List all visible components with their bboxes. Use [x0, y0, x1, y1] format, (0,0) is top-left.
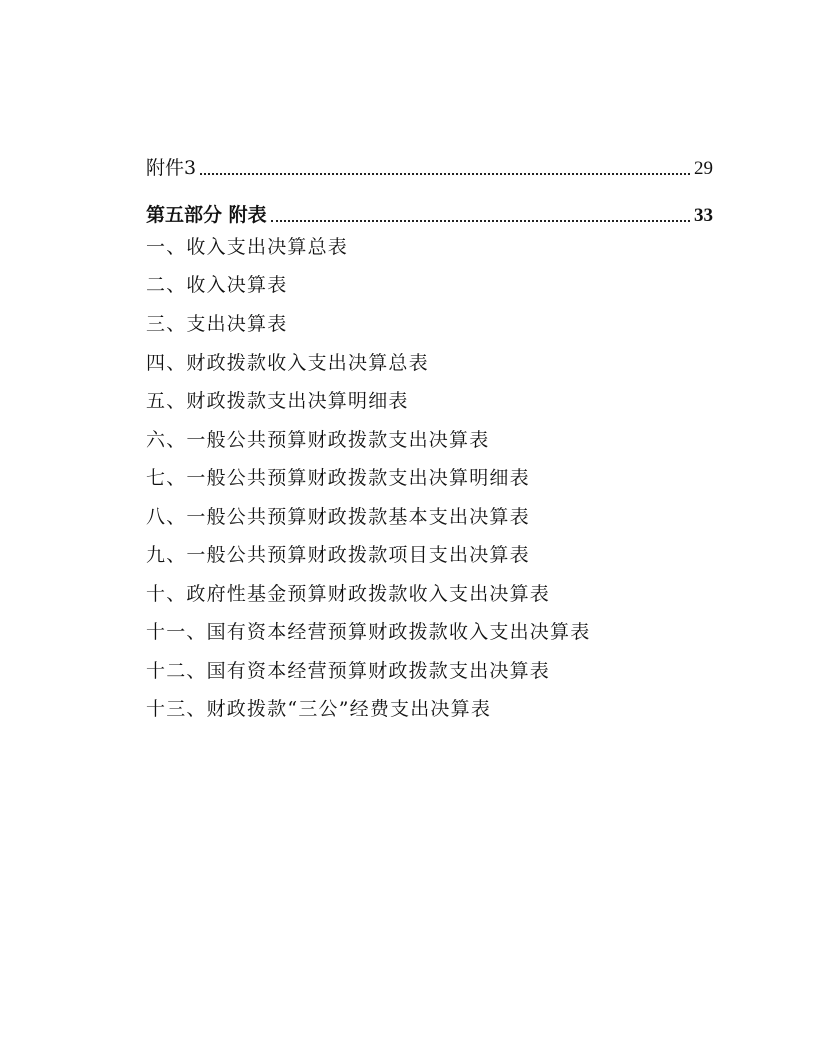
- list-item: 一、收入支出决算总表: [146, 236, 349, 258]
- list-item: 九、一般公共预算财政拨款项目支出决算表: [146, 544, 530, 566]
- toc-page-number: 33: [694, 205, 713, 226]
- toc-entry-part-five: [146, 191, 713, 225]
- list-item: 十一、国有资本经营预算财政拨款收入支出决算表: [146, 621, 591, 643]
- list-item: 五、财政拨款支出决算明细表: [146, 390, 409, 412]
- toc-entry-label: 第五部分 附表: [146, 204, 267, 226]
- list-item: 八、一般公共预算财政拨款基本支出决算表: [146, 506, 530, 528]
- list-item: 六、一般公共预算财政拨款支出决算表: [146, 429, 490, 451]
- list-item: 十二、国有资本经营预算财政拨款支出决算表: [146, 660, 551, 682]
- toc-leader-dots: [271, 219, 690, 222]
- list-item: 三、支出决算表: [146, 313, 288, 335]
- list-item: 四、财政拨款收入支出决算总表: [146, 352, 429, 374]
- list-item: 二、收入决算表: [146, 274, 288, 296]
- toc-page-number: 29: [694, 158, 713, 179]
- list-item: 七、一般公共预算财政拨款支出决算明细表: [146, 467, 530, 489]
- toc-leader-dots: [200, 172, 690, 175]
- list-item: 十、政府性基金预算财政拨款收入支出决算表: [146, 583, 551, 605]
- toc-entry-appendix-3: [146, 144, 713, 178]
- list-item: 十三、财政拨款“三公”经费支出决算表: [146, 698, 492, 720]
- toc-entry-label: 附件3: [146, 157, 197, 179]
